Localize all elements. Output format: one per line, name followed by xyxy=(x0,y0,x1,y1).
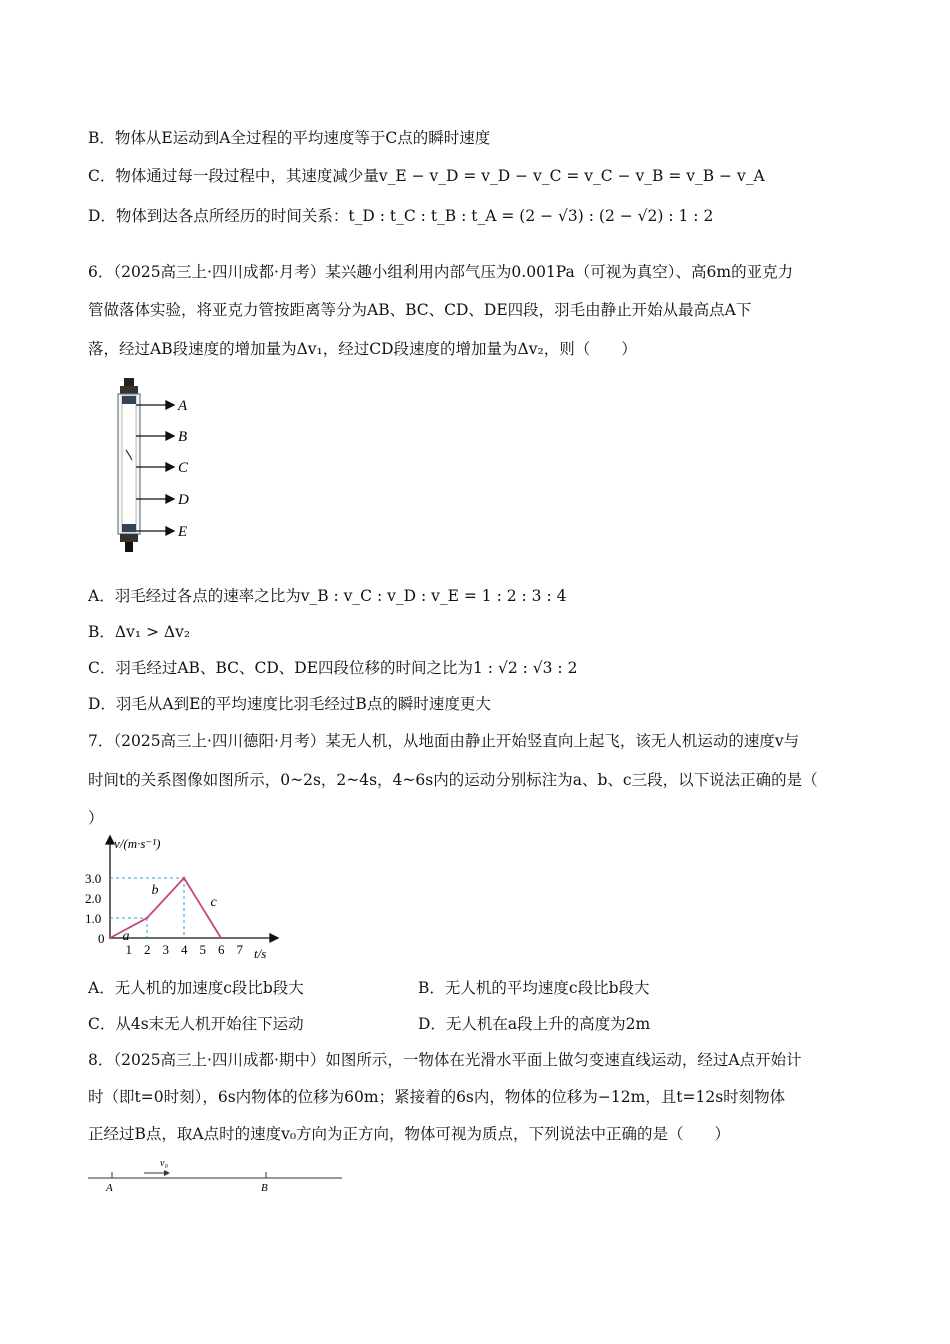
segment-label-b: b xyxy=(151,883,159,898)
x-tick-label: 3 xyxy=(162,942,169,957)
q7-vt-chart xyxy=(84,830,284,964)
q6-stem-line1: 6．（2025高三上·四川成都·月考）某兴趣小组利用内部气压为0.001Pa（可视为真空）、高6m的亚克力 xyxy=(88,263,794,281)
x-tick-label: 2 xyxy=(144,942,151,957)
vt-data-point xyxy=(220,937,222,939)
tube-label-b: B xyxy=(178,429,188,445)
chart-y-axis-label: v/(m·s⁻¹) xyxy=(114,836,161,851)
q6-option-b: B．Δv₁ > Δv₂ xyxy=(88,623,191,641)
q6-tube-figure xyxy=(110,372,200,562)
q5-option-c: C．物体通过每一段过程中，其速度减少量v_E − v_D = v_D − v_C = v_C − v_B = v_B − v_A xyxy=(88,167,765,185)
y-tick-label: 1.0 xyxy=(85,911,102,926)
velocity-label: v₀ xyxy=(160,1158,168,1169)
q8-stem-line2: 时（即t=0时刻），6s内物体的位移为60m；紧接着的6s内，物体的位移为−12m，且t=12s时刻物体 xyxy=(88,1088,786,1106)
tube-label-e: E xyxy=(178,524,188,540)
q7-stem-line3: ） xyxy=(88,809,104,827)
q6-option-a: A．羽毛经过各点的速率之比为v_B : v_C : v_D : v_E = 1 : 2 : 3 : 4 xyxy=(88,587,567,605)
q7-option-c: C．从4s末无人机开始往下运动 xyxy=(88,1015,304,1033)
q5-option-b: B．物体从E运动到A全过程的平均速度等于C点的瞬时速度 xyxy=(88,129,491,147)
tube-label-c: C xyxy=(178,460,189,476)
chart-x-axis-label: t/s xyxy=(254,946,267,961)
x-tick-label: 6 xyxy=(218,942,225,957)
q7-option-a: A．无人机的加速度c段比b段大 xyxy=(88,979,304,997)
x-tick-label: 5 xyxy=(199,942,206,957)
q8-line-figure xyxy=(86,1152,346,1196)
q7-option-d: D．无人机在a段上升的高度为2m xyxy=(418,1015,651,1033)
q6-option-d: D．羽毛从A到E的平均速度比羽毛经过B点的瞬时速度更大 xyxy=(88,695,491,713)
q5-option-d: D．物体到达各点所经历的时间关系：t_D : t_C : t_B : t_A = (2 − √3) : (2 − √2) : 1 : 2 xyxy=(88,207,714,225)
x-tick-label: 1 xyxy=(125,942,132,957)
vt-data-point xyxy=(109,937,111,939)
segment-label-c: c xyxy=(210,895,217,910)
q6-option-c: C．羽毛经过AB、BC、CD、DE四段位移的时间之比为1 : √2 : √3 : 2 xyxy=(88,659,578,677)
x-tick-label: 7 xyxy=(236,942,243,957)
x-tick-label: 4 xyxy=(181,942,188,957)
point-b-label: B xyxy=(261,1182,268,1194)
q8-stem-line1: 8．（2025高三上·四川成都·期中）如图所示，一物体在光滑水平面上做匀变速直线运动，经过A点开始计 xyxy=(88,1051,802,1069)
q6-stem-line3: 落，经过AB段速度的增加量为Δv₁，经过CD段速度的增加量为Δv₂，则（ ） xyxy=(88,340,637,358)
vt-data-point xyxy=(183,877,185,879)
tube-label-a: A xyxy=(178,398,188,414)
y-tick-label: 2.0 xyxy=(85,891,102,906)
q6-stem-line2: 管做落体实验，将亚克力管按距离等分为AB、BC、CD、DE四段，羽毛由静止开始从最高点A下 xyxy=(88,301,752,319)
q8-stem-line3: 正经过B点，取A点时的速度v₀方向为正方向，物体可视为质点，下列说法中正确的是（ ） xyxy=(88,1125,731,1143)
q7-stem-line2: 时间t的关系图像如图所示，0~2s，2~4s，4~6s内的运动分别标注为a、b、c三段，以下说法正确的是（ xyxy=(88,771,818,789)
q7-option-b: B．无人机的平均速度c段比b段大 xyxy=(418,979,650,997)
point-a-label: A xyxy=(106,1182,113,1194)
segment-label-a: a xyxy=(122,929,130,944)
tube-label-d: D xyxy=(178,492,189,508)
q7-stem-line1: 7．（2025高三上·四川德阳·月考）某无人机，从地面由静止开始竖直向上起飞，该无人机运动的速度v与 xyxy=(88,732,800,750)
y-tick-label: 3.0 xyxy=(85,871,102,886)
y-tick-label: 0 xyxy=(98,931,105,946)
vt-data-point xyxy=(146,917,148,919)
